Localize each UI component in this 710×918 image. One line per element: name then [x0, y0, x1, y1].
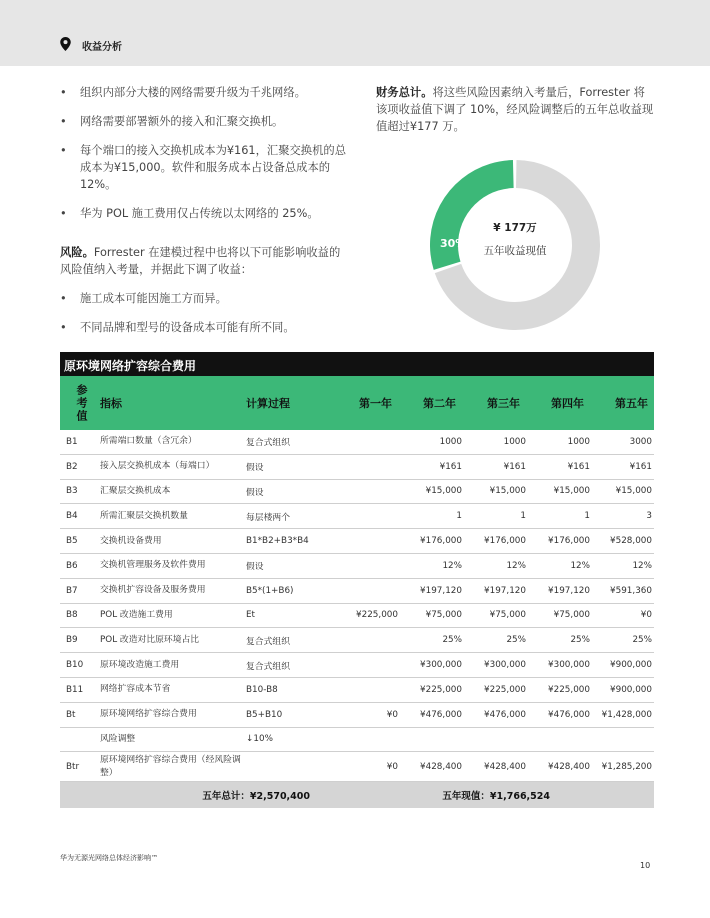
- cell-year-4: [526, 728, 590, 752]
- cell-year-2: ¥428,400: [420, 761, 462, 772]
- list-item: • 施工成本可能因施工方而异。: [60, 290, 350, 307]
- header-year-2: 第二年: [423, 397, 456, 410]
- cell-year-1: [334, 480, 398, 504]
- cell-year-3: ¥176,000: [484, 536, 526, 547]
- cell-indicator: 交换机设备费用: [100, 535, 162, 546]
- cell-year-1: [334, 579, 398, 603]
- cell-year-1: [334, 728, 398, 752]
- cell-indicator: 汇聚层交换机成本: [100, 485, 171, 496]
- cell-ref: B11: [66, 684, 84, 695]
- risk-lead: 风险。: [60, 246, 94, 259]
- cell-indicator: POL 改造施工费用: [100, 609, 173, 620]
- header-year-5: 第五年: [615, 397, 648, 410]
- cell-year-5: ¥1,428,000: [601, 709, 652, 720]
- cell-year-3: ¥476,000: [484, 709, 526, 720]
- cell-calculation: Et: [246, 610, 256, 621]
- cell-year-5: ¥15,000: [615, 486, 652, 497]
- cell-year-5: ¥900,000: [610, 684, 652, 695]
- cell-year-3: ¥15,000: [489, 486, 526, 497]
- header-year-4: 第四年: [551, 397, 584, 410]
- list-item: • 网络需要部署额外的接入和汇聚交换机。: [60, 113, 350, 130]
- cell-year-5: ¥900,000: [610, 660, 652, 671]
- summary-text: 将这些风险因素纳入考量后，Forrester 将该项收益值下调了 10%，经风险调整后的五年总收益现值超过¥177 万。: [376, 86, 654, 133]
- donut-label: 五年收益现值: [483, 245, 547, 257]
- cell-indicator: 交换机扩容设备及服务费用: [100, 585, 206, 596]
- cell-year-2: ¥15,000: [425, 486, 462, 497]
- cell-year-5: ¥1,285,200: [601, 761, 652, 772]
- table-row: [60, 480, 654, 505]
- assumption-list: [60, 84, 350, 222]
- cell-calculation: [244, 752, 334, 781]
- cell-year-4: 25%: [570, 635, 590, 646]
- cell-ref: B8: [66, 610, 78, 621]
- cell-year-4: ¥476,000: [548, 709, 590, 720]
- table-body: [60, 430, 654, 782]
- summary-lead: 财务总计。: [376, 86, 433, 99]
- cell-year-3: [462, 728, 526, 752]
- cell-year-4: 1: [584, 511, 590, 522]
- table-row: [60, 504, 654, 529]
- cell-year-4: 12%: [570, 560, 590, 571]
- cell-year-4: ¥300,000: [548, 660, 590, 671]
- cell-year-5: 3000: [629, 436, 652, 447]
- cell-year-4: ¥161: [567, 461, 590, 472]
- table-header: [60, 376, 654, 430]
- cell-year-1: ¥0: [386, 709, 398, 720]
- cell-indicator: POL 改造对比原环境占比: [100, 634, 200, 645]
- cell-year-3: 1: [520, 511, 526, 522]
- cell-ref: B4: [66, 511, 78, 522]
- cell-calculation: 复合式组织: [246, 438, 290, 449]
- table-row: [60, 628, 654, 653]
- cell-year-1: [334, 529, 398, 553]
- cell-calculation: B1*B2+B3*B4: [246, 536, 309, 547]
- table-footer: [60, 782, 654, 808]
- cell-ref: B9: [66, 635, 78, 646]
- cell-year-5: 12%: [632, 560, 652, 571]
- cell-calculation: ↓10%: [246, 734, 273, 745]
- cell-indicator: 接入层交换机成本（每端口）: [100, 461, 215, 472]
- cell-year-2: 1000: [439, 436, 462, 447]
- location-pin-icon: [60, 37, 71, 51]
- left-column: [60, 84, 350, 348]
- cell-year-1: ¥225,000: [356, 610, 398, 621]
- cell-ref: Btr: [66, 761, 80, 772]
- cell-ref: B10: [66, 660, 84, 671]
- table-row: [60, 554, 654, 579]
- cell-year-4: ¥15,000: [553, 486, 590, 497]
- cell-year-4: ¥428,400: [548, 761, 590, 772]
- cell-year-2: [398, 728, 462, 752]
- top-banner: [0, 0, 710, 66]
- cell-year-5: ¥161: [629, 461, 652, 472]
- cell-year-1: [334, 430, 398, 454]
- cell-year-3: ¥428,400: [484, 761, 526, 772]
- page-number: 10: [640, 861, 651, 870]
- table-row: [60, 455, 654, 480]
- donut-percent-label: 30%: [440, 237, 467, 250]
- donut-center: [430, 220, 600, 258]
- cell-year-4: ¥75,000: [553, 610, 590, 621]
- cell-year-2: 12%: [442, 560, 462, 571]
- cell-year-2: ¥476,000: [420, 709, 462, 720]
- cell-ref: [60, 728, 96, 752]
- table-row: [60, 752, 654, 782]
- cell-indicator: 原环境改造施工费用: [100, 659, 180, 670]
- table-row: [60, 653, 654, 678]
- cell-year-1: [334, 554, 398, 578]
- cell-calculation: B5*(1+B6): [246, 585, 294, 596]
- cell-year-2: ¥300,000: [420, 660, 462, 671]
- cell-ref: B1: [66, 436, 78, 447]
- table-row: [60, 604, 654, 629]
- five-year-total: 五年总计：¥2,570,400: [202, 791, 310, 803]
- risk-paragraph: [60, 244, 350, 278]
- cell-indicator: 所需汇聚层交换机数量: [100, 510, 188, 521]
- cell-calculation: 假设: [246, 463, 264, 474]
- cell-year-3: ¥161: [503, 461, 526, 472]
- list-item: • 华为 POL 施工费用仅占传统以太网络的 25%。: [60, 205, 350, 222]
- cell-indicator: 网络扩容成本节省: [100, 684, 171, 695]
- cell-year-3: 1000: [503, 436, 526, 447]
- cell-year-1: [334, 455, 398, 479]
- cell-year-4: 1000: [567, 436, 590, 447]
- cell-indicator: 风险调整: [100, 733, 136, 744]
- cell-year-5: ¥0: [640, 610, 652, 621]
- cell-indicator: 所需端口数量（含冗余）: [100, 436, 197, 447]
- list-item: • 组织内部分大楼的网络需要升级为千兆网络。: [60, 84, 350, 101]
- footer-report-title: 华为无源光网络总体经济影响™: [60, 854, 158, 862]
- cell-year-5: 3: [646, 511, 652, 522]
- risk-text: Forrester 在建模过程中也将以下可能影响收益的风险值纳入考量，并据此下调了收益：: [60, 246, 341, 276]
- cell-year-3: ¥197,120: [484, 585, 526, 596]
- table-title: 原环境网络扩容综合费用: [60, 352, 654, 376]
- cell-year-5: [590, 728, 654, 752]
- cost-table: [60, 352, 654, 808]
- table-row: [60, 703, 654, 728]
- cell-calculation: 复合式组织: [246, 636, 290, 647]
- cell-indicator: 交换机管理服务及软件费用: [100, 560, 206, 571]
- cell-year-5: ¥528,000: [610, 536, 652, 547]
- right-column: [376, 84, 654, 135]
- cell-year-2: ¥176,000: [420, 536, 462, 547]
- header-year-3: 第三年: [487, 397, 520, 410]
- cell-year-3: ¥300,000: [484, 660, 526, 671]
- table-row: [60, 728, 654, 753]
- cell-year-3: ¥225,000: [484, 684, 526, 695]
- cell-calculation: 复合式组织: [246, 661, 290, 672]
- cell-year-1: [334, 653, 398, 677]
- cell-ref: B5: [66, 536, 78, 547]
- cell-ref: Bt: [66, 709, 76, 720]
- cell-calculation: B10-B8: [246, 684, 278, 695]
- cell-year-1: [334, 628, 398, 652]
- header-calculation: 计算过程: [246, 397, 290, 410]
- table-row: [60, 678, 654, 703]
- cell-year-5: 25%: [632, 635, 652, 646]
- section-title: 收益分析: [82, 42, 122, 53]
- cell-year-2: ¥161: [439, 461, 462, 472]
- cell-calculation: B5+B10: [246, 709, 283, 720]
- cell-year-2: ¥225,000: [420, 684, 462, 695]
- cell-year-2: ¥197,120: [420, 585, 462, 596]
- donut-amount: ¥ 177万: [493, 222, 537, 234]
- table-row: [60, 529, 654, 554]
- header-year-1: 第一年: [359, 397, 392, 410]
- cell-year-1: [334, 678, 398, 702]
- cell-year-4: ¥225,000: [548, 684, 590, 695]
- list-item: • 每个端口的接入交换机成本为¥161，汇聚交换机的总成本为¥15,000。软件和服务成本占设备总成本的 12%。: [60, 142, 350, 193]
- cell-year-2: 1: [456, 511, 462, 522]
- cell-calculation: 假设: [246, 487, 264, 498]
- cell-ref: B7: [66, 585, 78, 596]
- cell-year-1: [334, 504, 398, 528]
- five-year-present-value: 五年现值：¥1,766,524: [442, 791, 550, 803]
- cell-indicator: 原环境网络扩容综合费用: [100, 709, 197, 720]
- risk-list: [60, 290, 350, 336]
- cell-year-3: 12%: [506, 560, 526, 571]
- cell-year-2: 25%: [442, 635, 462, 646]
- cell-ref: B6: [66, 560, 78, 571]
- cell-calculation: 每层楼两个: [246, 512, 290, 523]
- cell-indicator: 原环境网络扩容综合费用（经风险调整）: [100, 754, 241, 778]
- table-row: [60, 579, 654, 604]
- list-item: • 不同品牌和型号的设备成本可能有所不同。: [60, 319, 350, 336]
- header-ref: 参考值: [75, 383, 88, 423]
- cell-year-5: ¥591,360: [610, 585, 652, 596]
- cell-calculation: 假设: [246, 562, 264, 573]
- cell-year-4: ¥176,000: [548, 536, 590, 547]
- table-row: [60, 430, 654, 455]
- cell-year-2: ¥75,000: [425, 610, 462, 621]
- cell-year-4: ¥197,120: [548, 585, 590, 596]
- financial-summary: [376, 84, 654, 135]
- cell-year-3: 25%: [506, 635, 526, 646]
- cell-year-3: ¥75,000: [489, 610, 526, 621]
- header-indicator: 指标: [100, 397, 122, 410]
- cell-ref: B2: [66, 461, 78, 472]
- cell-ref: B3: [66, 486, 78, 497]
- cell-year-1: ¥0: [386, 761, 398, 772]
